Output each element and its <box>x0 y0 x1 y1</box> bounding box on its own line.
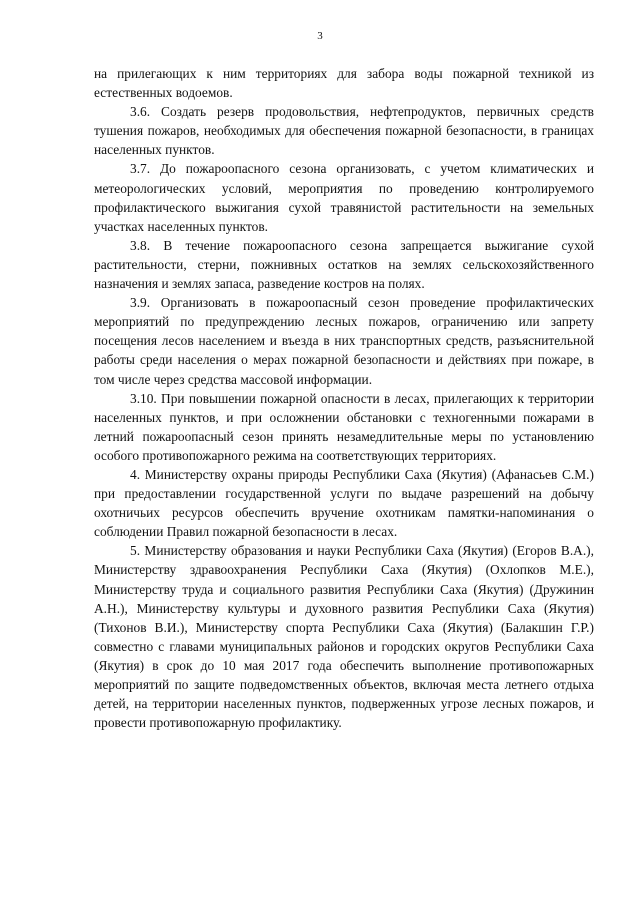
paragraph-3-10: 3.10. При повышении пожарной опасности в лесах, прилегающих к территории населенных пунктов, и при осложнении обстановки с техногенными пожарами в летний пожароопасный сезон принять незамедлительные меры по установлению особого противопожарного режима на соответствующих территориях. <box>94 390 594 463</box>
paragraph-3-8: 3.8. В течение пожароопасного сезона запрещается выжигание сухой растительности, стерни, пожнивных остатков на землях сельскохозяйственного назначения и землях запаса, разведение костров на полях. <box>94 237 594 292</box>
paragraph-5: 5. Министерству образования и науки Республики Саха (Якутия) (Егоров В.А.), Министерству здравоохранения Республики Саха (Якутия) (Охлопков М.Е.), Министерству труда и социального развития Республики Саха (Якутия) (Дружинин А.Н.), Министерству культуры и духовного развития Республики Саха (Якутия) (Тихонов В.И.), Министерству спорта Республики Саха (Якутия) (Балакшин Г.Р.) совместно с главами муниципальных районов и городских округов Республики Саха (Якутия) в срок до 10 мая 2017 года обеспечить выполнение противопожарных мероприятий по защите подведомственных объектов, включая места летнего отдыха детей, на территории населенных пунктов, подверженных угрозе лесных пожаров, и провести противопожарную профилактику. <box>94 543 594 731</box>
page-number: 3 <box>317 30 323 42</box>
document-body <box>94 64 594 732</box>
paragraph-3-7: 3.7. До пожароопасного сезона организовать, с учетом климатических и метеорологических условий, мероприятия по проведению контролируемого профилактического выжигания сухой травянистой растительности на земельных участках населенных пунктов. <box>94 161 594 234</box>
paragraph-continuation: на прилегающих к ним территориях для забора воды пожарной техникой из естественных водоемов. <box>94 66 594 101</box>
paragraph-3-6: 3.6. Создать резерв продовольствия, нефтепродуктов, первичных средств тушения пожаров, необходимых для обеспечения пожарной безопасности, в границах населенных пунктов. <box>94 104 594 158</box>
paragraph-3-9: 3.9. Организовать в пожароопасный сезон проведение профилактических мероприятий по предупреждению лесных пожаров, ограничению или запрету посещения лесов населением и въезда в них транспортных средств, разъяснительной работы среди населения о мерах пожарной безопасности и действиях при пожаре, в том числе через средства массовой информации. <box>94 295 594 387</box>
paragraph-4: 4. Министерству охраны природы Республики Саха (Якутия) (Афанасьев С.М.) при предоставлении государственной услуги по выдаче разрешений на добычу охотничьих ресурсов обеспечить вручение охотникам памятки-напоминания о соблюдении Правил пожарной безопасности в лесах. <box>94 466 594 540</box>
